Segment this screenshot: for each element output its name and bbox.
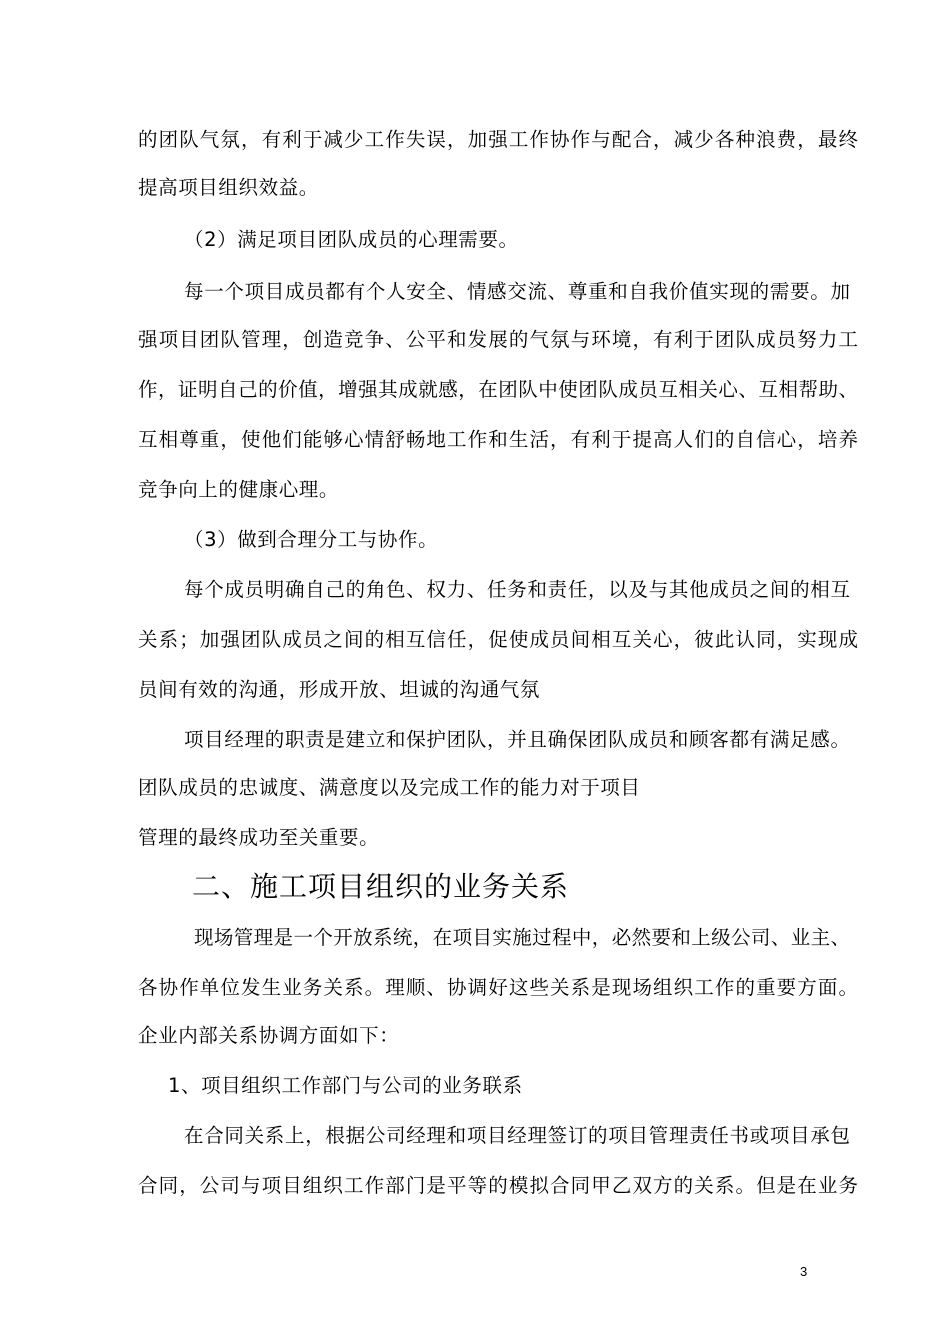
subheading-3: （3）做到合理分工与协作。: [184, 528, 439, 551]
paragraph-line: 关系；加强团队成员之间的相互信任，促使成员间相互关心，彼此认同，实现成: [138, 628, 858, 651]
paragraph-line: 项目经理的职责是建立和保护团队，并且确保团队成员和顾客都有满足感。: [184, 728, 850, 751]
paragraph-line: 在合同关系上，根据公司经理和项目经理签订的项目管理责任书或项目承包: [184, 1124, 850, 1147]
paragraph-line: 管理的最终成功至关重要。: [138, 826, 380, 849]
subheading-2: （2）满足项目团队成员的心理需要。: [184, 228, 519, 251]
paragraph-line: 员间有效的沟通，形成开放、坦诚的沟通气氛: [138, 678, 541, 701]
page-number: 3: [800, 1264, 808, 1279]
paragraph-line: 每个成员明确自己的角色、权力、任务和责任，以及与其他成员之间的相互: [184, 578, 850, 601]
paragraph-line: 每一个项目成员都有个人安全、情感交流、尊重和自我价值实现的需要。加: [184, 280, 850, 303]
paragraph-line: 互相尊重，使他们能够心情舒畅地工作和生活，有利于提高人们的自信心，培养: [138, 428, 858, 451]
paragraph-line: 的团队气氛，有利于减少工作失误，加强工作协作与配合，减少各种浪费，最终: [138, 128, 858, 151]
paragraph-line: 竞争向上的健康心理。: [138, 478, 340, 501]
paragraph-line: 企业内部关系协调方面如下：: [138, 1024, 400, 1047]
paragraph-line: 团队成员的忠诚度、满意度以及完成工作的能力对于项目: [138, 776, 641, 799]
paragraph-line: 作，证明自己的价值，增强其成就感，在团队中使团队成员互相关心、互相帮助、: [138, 378, 858, 401]
subheading-1: 1、项目组织工作部门与公司的业务联系: [168, 1074, 523, 1097]
paragraph-line: 现场管理是一个开放系统，在项目实施过程中，必然要和上级公司、业主、: [194, 926, 850, 949]
paragraph-line: 各协作单位发生业务关系。理顺、协调好这些关系是现场组织工作的重要方面。: [138, 976, 858, 999]
paragraph-line: 强项目团队管理，创造竞争、公平和发展的气氛与环境，有利于团队成员努力工: [138, 328, 858, 351]
paragraph-line: 提高项目组织效益。: [138, 176, 319, 199]
section-heading: 二、施工项目组织的业务关系: [192, 870, 570, 903]
paragraph-line: 合同，公司与项目组织工作部门是平等的模拟合同甲乙双方的关系。但是在业务: [138, 1174, 858, 1197]
